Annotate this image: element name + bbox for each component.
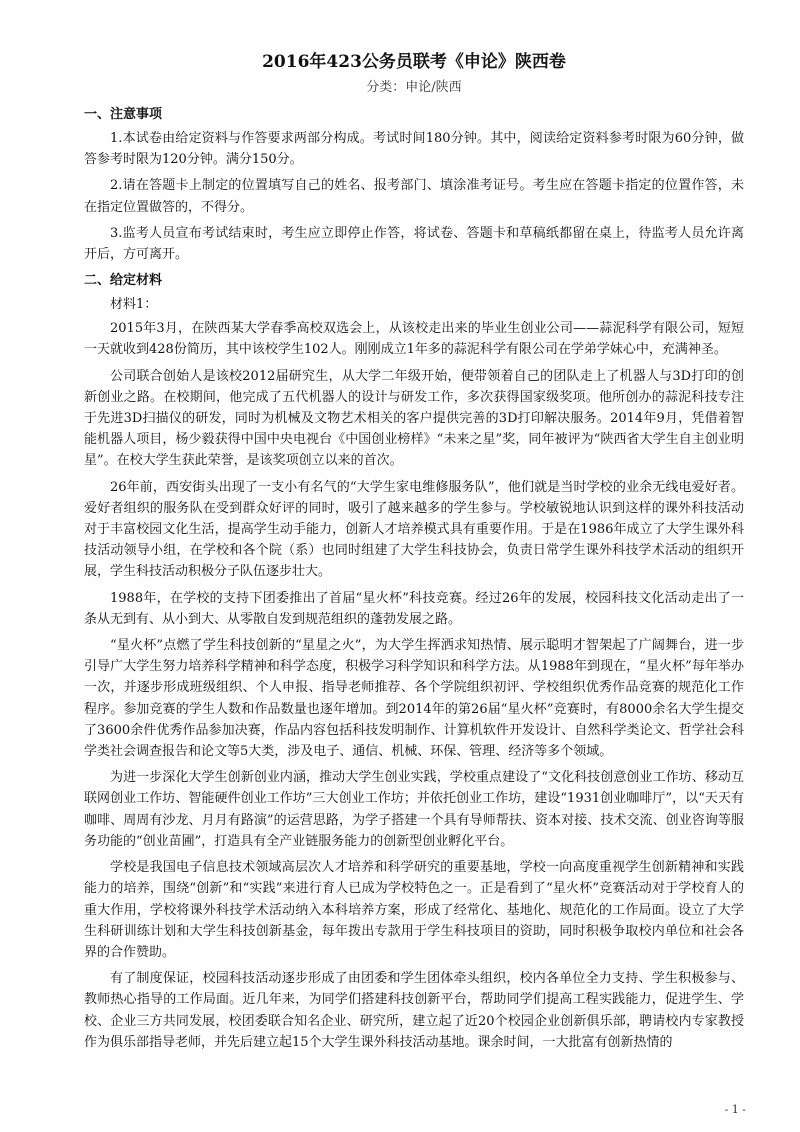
page-number: - 1 - — [724, 1103, 746, 1116]
document-category: 分类：申论/陕西 — [366, 80, 462, 95]
material-paragraph: 公司联合创始人是该校2012届研究生，从大学二年级开始，便带领着自己的团队走上了机器人与3D打印的创新创业之路。在校期间，他完成了五代机器人的设计与研发工作，多次获得国家级奖项。他所创办的蒜泥科技专注于先进3D扫描仪的研发，同时为机械及文物艺术相关的客户提供完善的3D打印解决服务。2014年9月，凭借着智能机器人项目，杨少毅获得中国中央电视台《中国创业榜样》“未来之星”奖，同年被评为“陕西省大学生自主创业明星”。在校大学生获此荣誉，是该奖项创立以来的首次。 — [84, 368, 744, 469]
material-paragraph: 为进一步深化大学生创新创业内涵，推动大学生创业实践，学校重点建设了“文化科技创意创业工作坊、移动互联网创业工作坊、智能硬件创业工作坊”三大创业工作坊；并依托创业工作坊，建设“1931创业咖啡厅”，以“天天有咖啡、周周有沙龙、月月有路演”的运营思路，为学子搭建一个具有导师帮扶、资本对接、技术交流、创业咨询等服务功能的“创业苗圃”，打造具有全产业链服务能力的创新型创业孵化平台。 — [84, 770, 744, 849]
material-paragraph: 1988年，在学校的支持下团委推出了首届“星火杯”科技竞赛。经过26年的发展，校园科技文化活动走出了一条从无到有、从小到大、从零散自发到规范组织的蓬勃发展之路。 — [84, 590, 744, 627]
material-heading: 二、给定材料 — [84, 273, 163, 289]
material-label: 材料1： — [110, 297, 158, 313]
material-paragraph: 2015年3月，在陕西某大学春季高校双选会上，从该校走出来的毕业生创业公司——蒜泥科学有限公司，短短一天就收到428份简历，其中该校学生102人。刚刚成立1年多的蒜泥科学有限公司在学弟学妹心中，充满神圣。 — [84, 321, 744, 358]
material-paragraph: 学校是我国电子信息技术领域高层次人才培养和科学研究的重要基地，学校一向高度重视学生创新精神和实践能力的培养，围绕“创新”和“实践”来进行育人已成为学校特色之一。正是看到了“星火杯”竞赛活动对于学校育人的重大作用，学校将课外科技学术活动纳入本科培养方案，形成了经常化、基地化、规范化的工作局面。设立了大学生科研训练计划和大学生科技创新基金，每年拨出专款用于学生科技项目的资助，同时积极争取校内单位和社会各界的合作赞助。 — [84, 860, 744, 960]
document-title: 2016年423公务员联考《申论》陕西卷 — [262, 52, 566, 72]
material-paragraph: “星火杯”点燃了学生科技创新的“星星之火”，为大学生挥洒求知热情、展示聪明才智架起了广阔舞台，进一步引导广大学生努力培养科学精神和科学态度，积极学习科学知识和科学方法。从1988年到现在，“星火杯”每年举办一次，并逐步形成班级组织、个人申报、指导老师推荐、各个学院组织初评、学校组织优秀作品竞赛的规范化工作程序。参加竞赛的学生人数和作品数量也逐年增加。到2014年的第26届“星火杯”竞赛时，有8000余名大学生提交了3600余件优秀作品参加决赛，作品内容包括科技发明制作、计算机软件开发设计、自然科学类论文、哲学社会科学类社会调查报告和论文等5大类，涉及电子、通信、机械、环保、管理、经济等多个领域。 — [84, 638, 744, 760]
notice-heading: 一、注意事项 — [84, 107, 163, 122]
notice-paragraph: 2.请在答题卡上制定的位置填写自己的姓名、报考部门、填涂准考证号。考生应在答题卡指定的位置作答，未在指定位置做答的，不得分。 — [84, 178, 744, 215]
material-paragraph: 有了制度保证，校园科技活动逐步形成了由团委和学生团体牵头组织，校内各单位全力支持、学生积极参与、教师热心指导的工作局面。近几年来，为同学们搭建科技创新平台，帮助同学们提高工程实践能力，促进学生、学校、企业三方共同发展，校团委联合知名企业、研究所，建立起了近20个校园企业创新俱乐部，聘请校内专家教授作为俱乐部指导老师，并先后建立起15个大学生课外科技活动基地。课余时间，一大批富有创新热情的 — [84, 971, 744, 1050]
material-paragraph: 26年前，西安街头出现了一支小有名气的“大学生家电维修服务队”，他们就是当时学校的业余无线电爱好者。爱好者组织的服务队在受到群众好评的同时，吸引了越来越多的学生参与。学校敏锐地认识到这样的课外科技活动对于丰富校园文化生活，提高学生动手能力，创新人才培养模式具有重要作用。于是在1986年成立了大学生课外科技活动领导小组，在学校和各个院（系）也同时组建了大学生科技协会，负责日常学生课外科技学术活动的组织开展，学生科技活动积极分子队伍逐步壮大。 — [84, 479, 744, 580]
notice-paragraph: 1.本试卷由给定资料与作答要求两部分构成。考试时间180分钟。其中，阅读给定资料参考时限为60分钟，做答参考时限为120分钟。满分150分。 — [84, 131, 744, 168]
notice-paragraph: 3.监考人员宣布考试结束时，考生应立即停止作答，将试卷、答题卡和草稿纸都留在桌上，待监考人员允许离开后，方可离开。 — [84, 225, 744, 263]
